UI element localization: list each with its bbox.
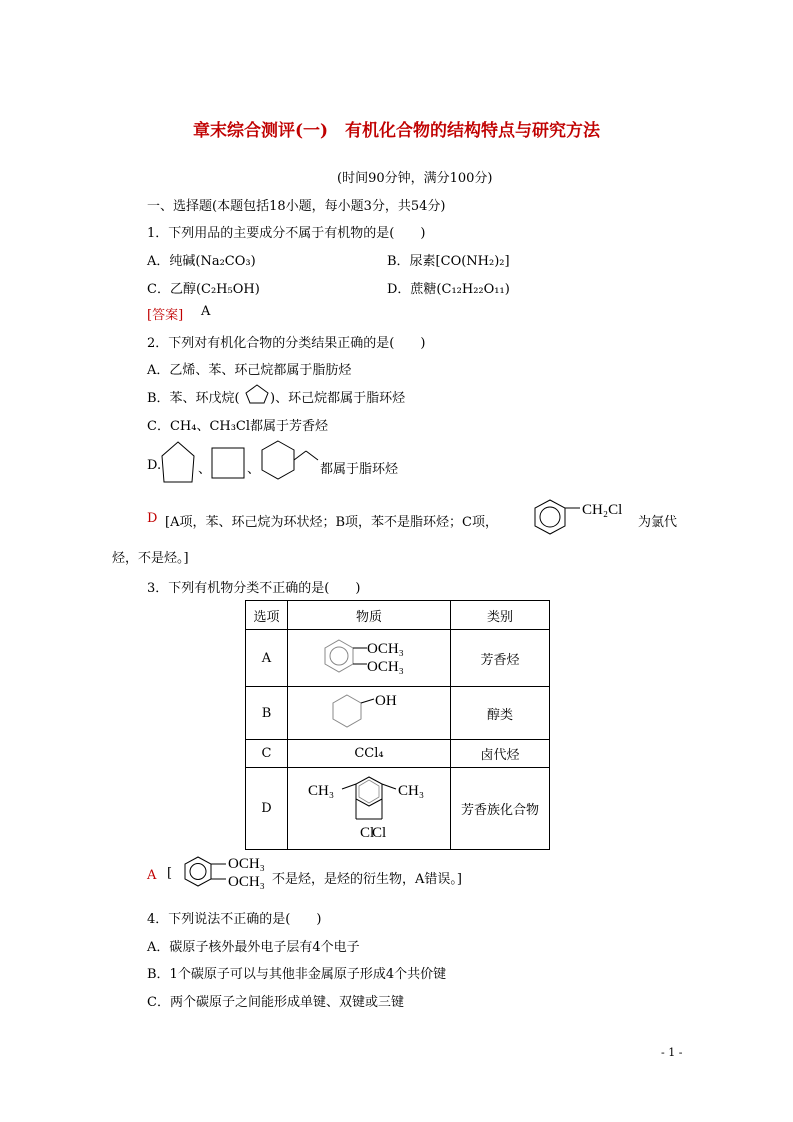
q1-stem: 1．下列用品的主要成分不属于有机物的是( ) bbox=[147, 226, 426, 241]
q2-option-b-post: )、环己烷都属于脂环烃 bbox=[270, 391, 406, 406]
q2-option-d-post: 都属于脂环烃 bbox=[320, 462, 399, 477]
table-header-substance: 物质 bbox=[288, 601, 451, 630]
q2-option-d-sep2: 、 bbox=[247, 462, 261, 477]
q2-answer-text: [A项，苯、环己烷为环状烃；B项，苯不是脂环烃；C项， bbox=[165, 515, 498, 530]
q3-answer-letter: A bbox=[147, 868, 157, 883]
table-header-option: 选项 bbox=[246, 601, 288, 630]
q1-option-d: D．蔗糖(C₁₂H₂₂O₁₁) bbox=[387, 282, 510, 297]
page-title: 章末综合测评(一) 有机化合物的结构特点与研究方法 bbox=[192, 121, 601, 141]
table-cell-option: D bbox=[246, 768, 288, 850]
q2-option-d-pre: D. bbox=[147, 458, 162, 473]
table-cell-option: B bbox=[246, 687, 288, 740]
methoxy-answer-label-1: OCH₃ bbox=[228, 856, 265, 872]
q2-option-a: A．乙烯、苯、环己烷都属于脂肪烃 bbox=[147, 363, 352, 378]
table-cell-substance bbox=[288, 768, 451, 850]
methoxy-label-1: OCH₃ bbox=[367, 641, 404, 657]
q2-option-c: C．CH₄、CH₃Cl都属于芳香烃 bbox=[147, 419, 329, 434]
q4-option-c: C．两个碳原子之间能形成单键、双键或三键 bbox=[147, 995, 404, 1010]
table-row bbox=[246, 740, 550, 768]
q4-option-a: A．碳原子核外最外电子层有4个电子 bbox=[147, 940, 360, 955]
cyclobutane-structure-icon bbox=[210, 446, 246, 480]
benzyl-chloride-structure-icon bbox=[530, 498, 638, 538]
benzyl-chloride-label: CH₂Cl bbox=[582, 502, 623, 518]
table-header-category: 类别 bbox=[451, 601, 550, 630]
q1-option-b: B．尿素[CO(NH₂)₂] bbox=[387, 254, 510, 269]
time-note: (时间90分钟，满分100分) bbox=[337, 171, 493, 186]
q2-answer-letter: D bbox=[147, 511, 158, 526]
cyclopentane-structure-icon bbox=[160, 440, 196, 484]
table-header-row bbox=[246, 601, 550, 630]
table-row bbox=[246, 687, 550, 740]
table-cell-category: 卤代烃 bbox=[451, 740, 550, 768]
table-cell-substance bbox=[288, 687, 451, 740]
q2-answer-text-3: 烃，不是烃。] bbox=[112, 551, 189, 566]
q2-option-d-sep1: 、 bbox=[198, 462, 212, 477]
table-cell-substance bbox=[288, 630, 451, 687]
q2-answer-text-2: 为氯代 bbox=[638, 515, 678, 530]
table-cell-category: 醇类 bbox=[451, 687, 550, 740]
q1-answer-tag: [答案] bbox=[147, 308, 184, 323]
q2-stem: 2．下列对有机化合物的分类结果正确的是( ) bbox=[147, 336, 426, 351]
methyl-label-left: CH₃ bbox=[308, 782, 335, 799]
methoxy-label-2: OCH₃ bbox=[367, 659, 404, 675]
table-row bbox=[246, 768, 550, 850]
methylenecyclohexane-structure-icon bbox=[258, 439, 322, 489]
dimethoxybenzene-structure-icon bbox=[319, 635, 419, 681]
q4-option-b: B．1个碳原子可以与其他非金属原子形成4个共价键 bbox=[147, 967, 447, 982]
table-cell-substance: CCl₄ bbox=[288, 740, 451, 768]
table-cell-category: 芳香烃 bbox=[451, 630, 550, 687]
q1-answer: A bbox=[201, 304, 211, 319]
table-cell-option: A bbox=[246, 630, 288, 687]
q1-option-a: A．纯碱(Na₂CO₃) bbox=[147, 254, 256, 269]
table-cell-category: 芳香族化合物 bbox=[451, 768, 550, 850]
section-heading: 一、选择题(本题包括18小题，每小题3分，共54分) bbox=[147, 199, 446, 214]
hydroxyl-label: OH bbox=[375, 693, 397, 709]
q1-option-c: C．乙醇(C₂H₅OH) bbox=[147, 282, 260, 297]
chloro-label-2: Cl bbox=[372, 824, 387, 841]
table-row bbox=[246, 630, 550, 687]
dichloro-dimethylbenzene-structure-icon bbox=[294, 771, 444, 847]
q3-table bbox=[245, 600, 550, 850]
table-cell-option: C bbox=[246, 740, 288, 768]
q3-stem: 3．下列有机物分类不正确的是( ) bbox=[147, 581, 361, 596]
chloro-label-1: Cl bbox=[360, 824, 375, 841]
page-number: - 1 - bbox=[661, 1046, 683, 1059]
methyl-label-right: CH₃ bbox=[398, 782, 425, 799]
q3-answer-open: [ bbox=[167, 866, 173, 881]
methoxy-answer-label-2: OCH₃ bbox=[228, 874, 265, 890]
cyclopentane-icon bbox=[244, 383, 270, 405]
dimethoxybenzene-answer-icon bbox=[180, 852, 274, 896]
q3-answer-text: 不是烃，是烃的衍生物，A错误。] bbox=[272, 872, 462, 887]
q4-stem: 4．下列说法不正确的是( ) bbox=[147, 912, 322, 927]
cyclohexanol-structure-icon bbox=[319, 691, 419, 735]
q2-option-b-pre: B．苯、环戊烷( bbox=[147, 391, 240, 406]
